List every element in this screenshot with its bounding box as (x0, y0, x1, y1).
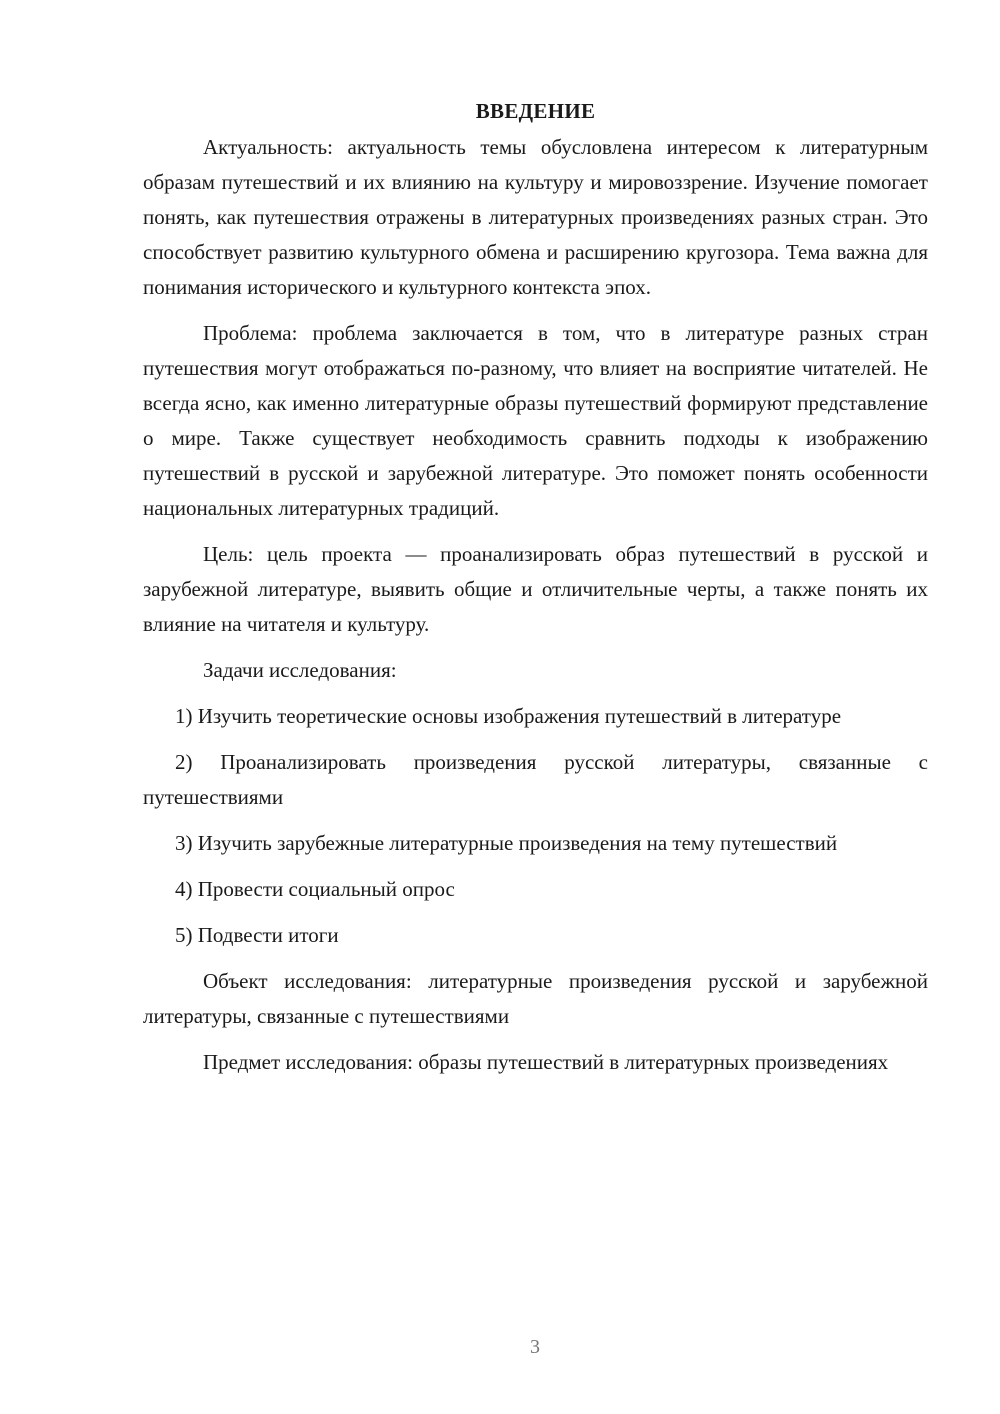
page-heading: ВВЕДЕНИЕ (475, 99, 596, 123)
task-item-1: 1) Изучить теоретические основы изображения путешествий в литературе (175, 704, 842, 728)
task-item-5: 5) Подвести итоги (175, 923, 339, 947)
paragraph-object: Объект исследования: литературные произведения русской и зарубежной литературы, связанные с путешествиями (143, 969, 928, 1028)
task-item-3: 3) Изучить зарубежные литературные произведения на тему путешествий (175, 831, 838, 855)
tasks-title: Задачи исследования: (203, 658, 397, 682)
paragraph-goal: Цель: цель проекта — проанализировать образ путешествий в русской и зарубежной литературе, выявить общие и отличительные черты, а также понять их влияние на читателя и культуру. (143, 542, 928, 636)
paragraph-subject: Предмет исследования: образы путешествий в литературных произведениях (203, 1050, 889, 1074)
document-page (143, 96, 928, 1080)
task-item-4: 4) Провести социальный опрос (175, 877, 455, 901)
paragraph-relevance: Актуальность: актуальность темы обусловлена интересом к литературным образам путешествий и их влиянию на культуру и мировоззрение. Изучение помогает понять, как путешествия отражены в литературных произведениях разных стран. Это способствует развитию культурного обмена и расширению кругозора. Тема важна для понимания исторического и культурного контекста эпох. (143, 135, 928, 299)
paragraph-problem: Проблема: проблема заключается в том, что в литературе разных стран путешествия могут отображаться по-разному, что влияет на восприятие читателей. Не всегда ясно, как именно литературные образы путешествий формируют представление о мире. Также существует необходимость сравнить подходы к изображению путешествий в русской и зарубежной литературе. Это поможет понять особенности национальных литературных традиций. (143, 321, 928, 520)
task-item-2: 2) Проанализировать произведения русской литературы, связанные с путешествиями (143, 750, 928, 809)
page-number: 3 (530, 1336, 540, 1358)
